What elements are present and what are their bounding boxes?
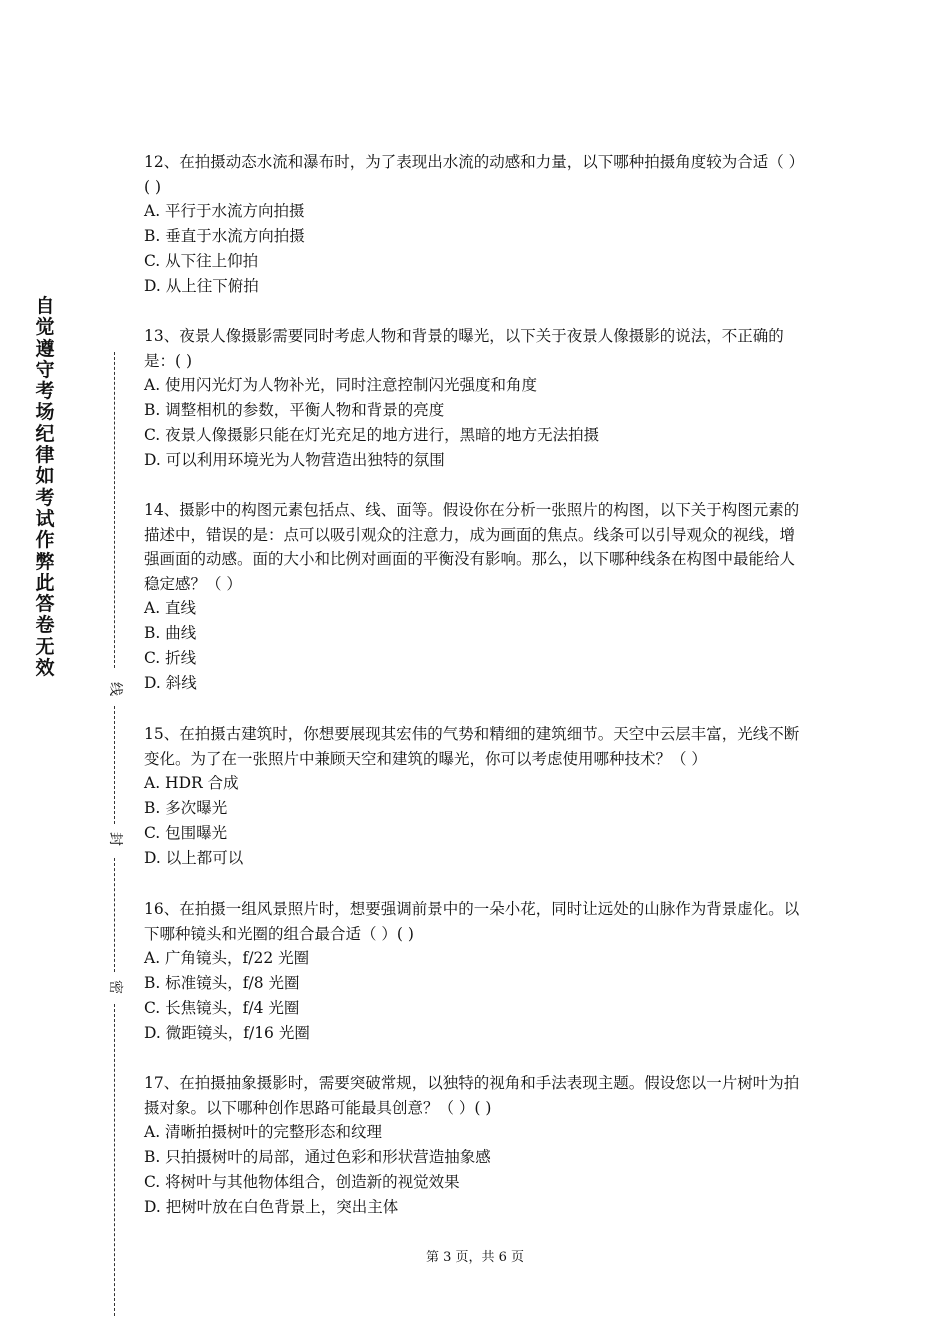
option-b: B. 曲线	[144, 624, 197, 642]
binding-dash-line	[114, 706, 115, 824]
binding-dash-line	[114, 858, 115, 972]
question-17	[144, 1071, 809, 1220]
option-d: D. 以上都可以	[144, 849, 244, 867]
option-a: A. 广角镜头，f/22 光圈	[144, 949, 310, 967]
option-d: D. 把树叶放在白色背景上，突出主体	[144, 1198, 399, 1216]
option-a: A. 直线	[144, 599, 197, 617]
option-b: B. 垂直于水流方向拍摄	[144, 227, 305, 245]
page-number-footer: 第 3 页，共 6 页	[425, 1250, 525, 1265]
option-c: C. 长焦镜头，f/4 光圈	[144, 999, 300, 1017]
question-stem: 12、在拍摄动态水流和瀑布时，为了表现出水流的动感和力量，以下哪种拍摄角度较为合适（ ）( )	[144, 153, 805, 196]
question-12	[144, 150, 809, 299]
option-d: D. 从上往下俯拍	[144, 277, 259, 295]
option-c: C. 包围曝光	[144, 824, 228, 842]
question-stem: 13、夜景人像摄影需要同时考虑人物和背景的曝光，以下关于夜景人像摄影的说法，不正确的是：( )	[144, 327, 784, 370]
option-b: B. 标准镜头，f/8 光圈	[144, 974, 300, 992]
option-b: B. 调整相机的参数，平衡人物和背景的亮度	[144, 401, 445, 419]
question-stem: 15、在拍摄古建筑时，你想要展现其宏伟的气势和精细的建筑细节。天空中云层丰富，光线不断变化。为了在一张照片中兼顾天空和建筑的曝光，你可以考虑使用哪种技术？（ ）	[144, 725, 800, 768]
option-c: C. 从下往上仰拍	[144, 252, 259, 270]
option-d: D. 斜线	[144, 674, 197, 692]
option-d: D. 微距镜头，f/16 光圈	[144, 1024, 310, 1042]
binding-dash-line	[114, 1004, 115, 1316]
exam-discipline-notice: 自觉遵守考场纪律如考试作弊此答卷无效	[35, 295, 55, 680]
option-b: B. 多次曝光	[144, 799, 228, 817]
option-a: A. 平行于水流方向拍摄	[144, 202, 305, 220]
option-a: A. 使用闪光灯为人物补光，同时注意控制闪光强度和角度	[144, 376, 538, 394]
option-a: A. 清晰拍摄树叶的完整形态和纹理	[144, 1123, 383, 1141]
binding-dash-line	[114, 352, 115, 668]
question-15	[144, 722, 809, 871]
binding-label-seal: 封	[107, 832, 123, 846]
question-stem: 14、摄影中的构图元素包括点、线、面等。假设你在分析一张照片的构图，以下关于构图元素的描述中，错误的是：点可以吸引观众的注意力，成为画面的焦点。线条可以引导观众的视线，增强画面的动感。面的大小和比例对画面的平衡没有影响。那么，以下哪种线条在构图中最能给人稳定感？（ ）	[144, 501, 800, 593]
question-13	[144, 324, 809, 473]
question-16	[144, 897, 809, 1046]
question-stem: 16、在拍摄一组风景照片时，想要强调前景中的一朵小花，同时让远处的山脉作为背景虚化。以下哪种镜头和光圈的组合最合适（ ）( )	[144, 900, 800, 943]
binding-label-secret: 密	[107, 980, 123, 994]
option-c: C. 夜景人像摄影只能在灯光充足的地方进行，黑暗的地方无法拍摄	[144, 426, 600, 444]
option-a: A. HDR 合成	[144, 774, 239, 792]
option-d: D. 可以利用环境光为人物营造出独特的氛围	[144, 451, 445, 469]
question-stem: 17、在拍摄抽象摄影时，需要突破常规，以独特的视角和手法表现主题。假设您以一片树叶为拍摄对象。以下哪种创作思路可能最具创意？（ ）( )	[144, 1074, 800, 1117]
question-14	[144, 498, 809, 696]
option-b: B. 只拍摄树叶的局部，通过色彩和形状营造抽象感	[144, 1148, 491, 1166]
option-c: C. 将树叶与其他物体组合，创造新的视觉效果	[144, 1173, 460, 1191]
option-c: C. 折线	[144, 649, 197, 667]
binding-label-line: 线	[107, 682, 123, 696]
